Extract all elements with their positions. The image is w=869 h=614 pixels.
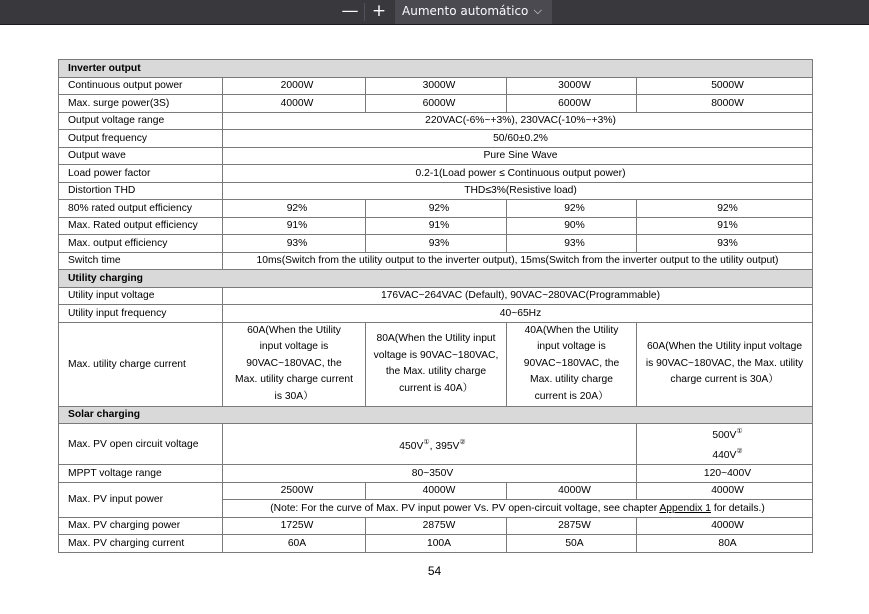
cell: 80A <box>637 535 813 553</box>
row-label: Max. utility charge current <box>59 322 223 406</box>
section-inverter-output: Inverter output <box>59 60 813 78</box>
cell: 40~65Hz <box>223 305 813 323</box>
row-label: Utility input voltage <box>59 287 223 305</box>
row-label: 80% rated output efficiency <box>59 200 223 218</box>
cell: 4000W <box>507 482 637 500</box>
section-utility-charging: Utility charging <box>59 270 813 288</box>
cell: 6000W <box>366 95 507 113</box>
cell: 2500W <box>223 482 366 500</box>
row-label: Continuous output power <box>59 77 223 95</box>
table-row <box>59 77 813 95</box>
separator: , <box>429 440 436 452</box>
cell: 93% <box>223 235 366 253</box>
pdf-viewer-toolbar <box>0 0 869 25</box>
cell: 80~350V <box>223 465 637 483</box>
row-label: Load power factor <box>59 165 223 183</box>
footnote-marker: ① <box>736 428 743 435</box>
cell: 8000W <box>637 95 813 113</box>
footnote-marker: ① <box>423 438 430 446</box>
table-row <box>59 322 813 406</box>
pv-voltage-2: 440V <box>712 450 737 461</box>
cell: 3000W <box>366 77 507 95</box>
row-label: Max. output efficiency <box>59 235 223 253</box>
cell: 92% <box>637 200 813 218</box>
page-number: 54 <box>427 564 442 578</box>
appendix-link[interactable]: Appendix 1 <box>659 502 711 514</box>
row-label: MPPT voltage range <box>59 465 223 483</box>
table-row <box>59 95 813 113</box>
cell: 93% <box>507 235 637 253</box>
cell: 91% <box>366 217 507 235</box>
row-label: Output wave <box>59 147 223 165</box>
cell: 80A(When the Utility input voltage is 90VAC~180VAC, the Max. utility charge current is 40A） <box>366 322 507 406</box>
cell: 4000W <box>637 517 813 535</box>
cell: 92% <box>507 200 637 218</box>
minus-icon: — <box>341 1 359 21</box>
zoom-out-button[interactable] <box>338 0 362 24</box>
table-row <box>59 305 813 323</box>
cell: 4000W <box>366 482 507 500</box>
plus-icon: + <box>371 1 387 21</box>
cell: 40A(When the Utility input voltage is 90VAC~180VAC, the Max. utility charge current is 20A） <box>507 322 637 406</box>
row-label: Utility input frequency <box>59 305 223 323</box>
cell: 92% <box>366 200 507 218</box>
cell: 0.2-1(Load power ≤ Continuous output power) <box>223 165 813 183</box>
section-solar-charging: Solar charging <box>59 406 813 424</box>
table-row <box>59 200 813 218</box>
table-row <box>59 235 813 253</box>
row-label: Switch time <box>59 252 223 270</box>
note-text: for details.) <box>710 502 765 514</box>
table-row <box>59 130 813 148</box>
cell: 6000W <box>507 95 637 113</box>
table-row <box>59 165 813 183</box>
cell: Pure Sine Wave <box>223 147 813 165</box>
zoom-in-button[interactable] <box>367 0 391 24</box>
cell: 90% <box>507 217 637 235</box>
pv-voltage-2: 395V <box>435 440 460 452</box>
cell <box>637 424 813 465</box>
table-row <box>59 517 813 535</box>
section-header <box>59 60 813 78</box>
cell: 50/60±0.2% <box>223 130 813 148</box>
cell: 91% <box>637 217 813 235</box>
table-row <box>59 287 813 305</box>
row-label: Max. Rated output efficiency <box>59 217 223 235</box>
cell: 92% <box>223 200 366 218</box>
section-header <box>59 270 813 288</box>
chevron-down-icon: ⌵ <box>533 4 542 17</box>
spec-table <box>58 59 813 553</box>
pv-voltage-1: 450V <box>399 440 424 452</box>
row-label: Max. PV input power <box>59 482 223 517</box>
cell: 100A <box>366 535 507 553</box>
pdf-page <box>0 26 869 614</box>
footnote-marker: ② <box>736 448 743 455</box>
cell: 60A(When the Utility input voltage is 90VAC~180VAC, the Max. utility charge current is 30A） <box>637 322 813 406</box>
table-row <box>59 182 813 200</box>
cell: 5000W <box>637 77 813 95</box>
table-row <box>59 147 813 165</box>
table-row <box>59 465 813 483</box>
note-cell <box>223 500 813 518</box>
table-row <box>59 535 813 553</box>
row-label: Max. PV charging current <box>59 535 223 553</box>
cell: 93% <box>366 235 507 253</box>
cell: 50A <box>507 535 637 553</box>
table-row <box>59 112 813 130</box>
cell: 4000W <box>223 95 366 113</box>
cell: 3000W <box>507 77 637 95</box>
cell: 2875W <box>507 517 637 535</box>
cell: 120~400V <box>637 465 813 483</box>
cell: 2875W <box>366 517 507 535</box>
row-label: Max. PV charging power <box>59 517 223 535</box>
row-label: Output frequency <box>59 130 223 148</box>
cell: 93% <box>637 235 813 253</box>
footnote-marker: ② <box>459 438 466 446</box>
pv-voltage-1: 500V <box>712 430 737 441</box>
cell: 60A <box>223 535 366 553</box>
cell: THD≤3%(Resistive load) <box>223 182 813 200</box>
table-row <box>59 424 813 465</box>
cell: 91% <box>223 217 366 235</box>
cell <box>223 424 637 465</box>
zoom-select[interactable] <box>395 0 552 24</box>
cell: 1725W <box>223 517 366 535</box>
note-text: (Note: For the curve of Max. PV input power Vs. PV open-circuit voltage, see chapter <box>270 502 660 514</box>
row-label: Max. surge power(3S) <box>59 95 223 113</box>
cell: 10ms(Switch from the utility output to the inverter output), 15ms(Switch from the inverter output to the utility output) <box>223 252 813 270</box>
cell: 60A(When the Utility input voltage is 90VAC~180VAC, the Max. utility charge current is 30A） <box>223 322 366 406</box>
table-row <box>59 217 813 235</box>
row-label: Max. PV open circuit voltage <box>59 424 223 465</box>
cell: 176VAC~264VAC (Default), 90VAC~280VAC(Programmable) <box>223 287 813 305</box>
toolbar-separator <box>364 3 365 21</box>
table-row <box>59 482 813 500</box>
row-label: Distortion THD <box>59 182 223 200</box>
table-row <box>59 252 813 270</box>
cell: 2000W <box>223 77 366 95</box>
cell: 4000W <box>637 482 813 500</box>
cell: 220VAC(-6%~+3%), 230VAC(-10%~+3%) <box>223 112 813 130</box>
section-header <box>59 406 813 424</box>
zoom-select-value: Aumento automático <box>402 4 529 18</box>
row-label: Output voltage range <box>59 112 223 130</box>
